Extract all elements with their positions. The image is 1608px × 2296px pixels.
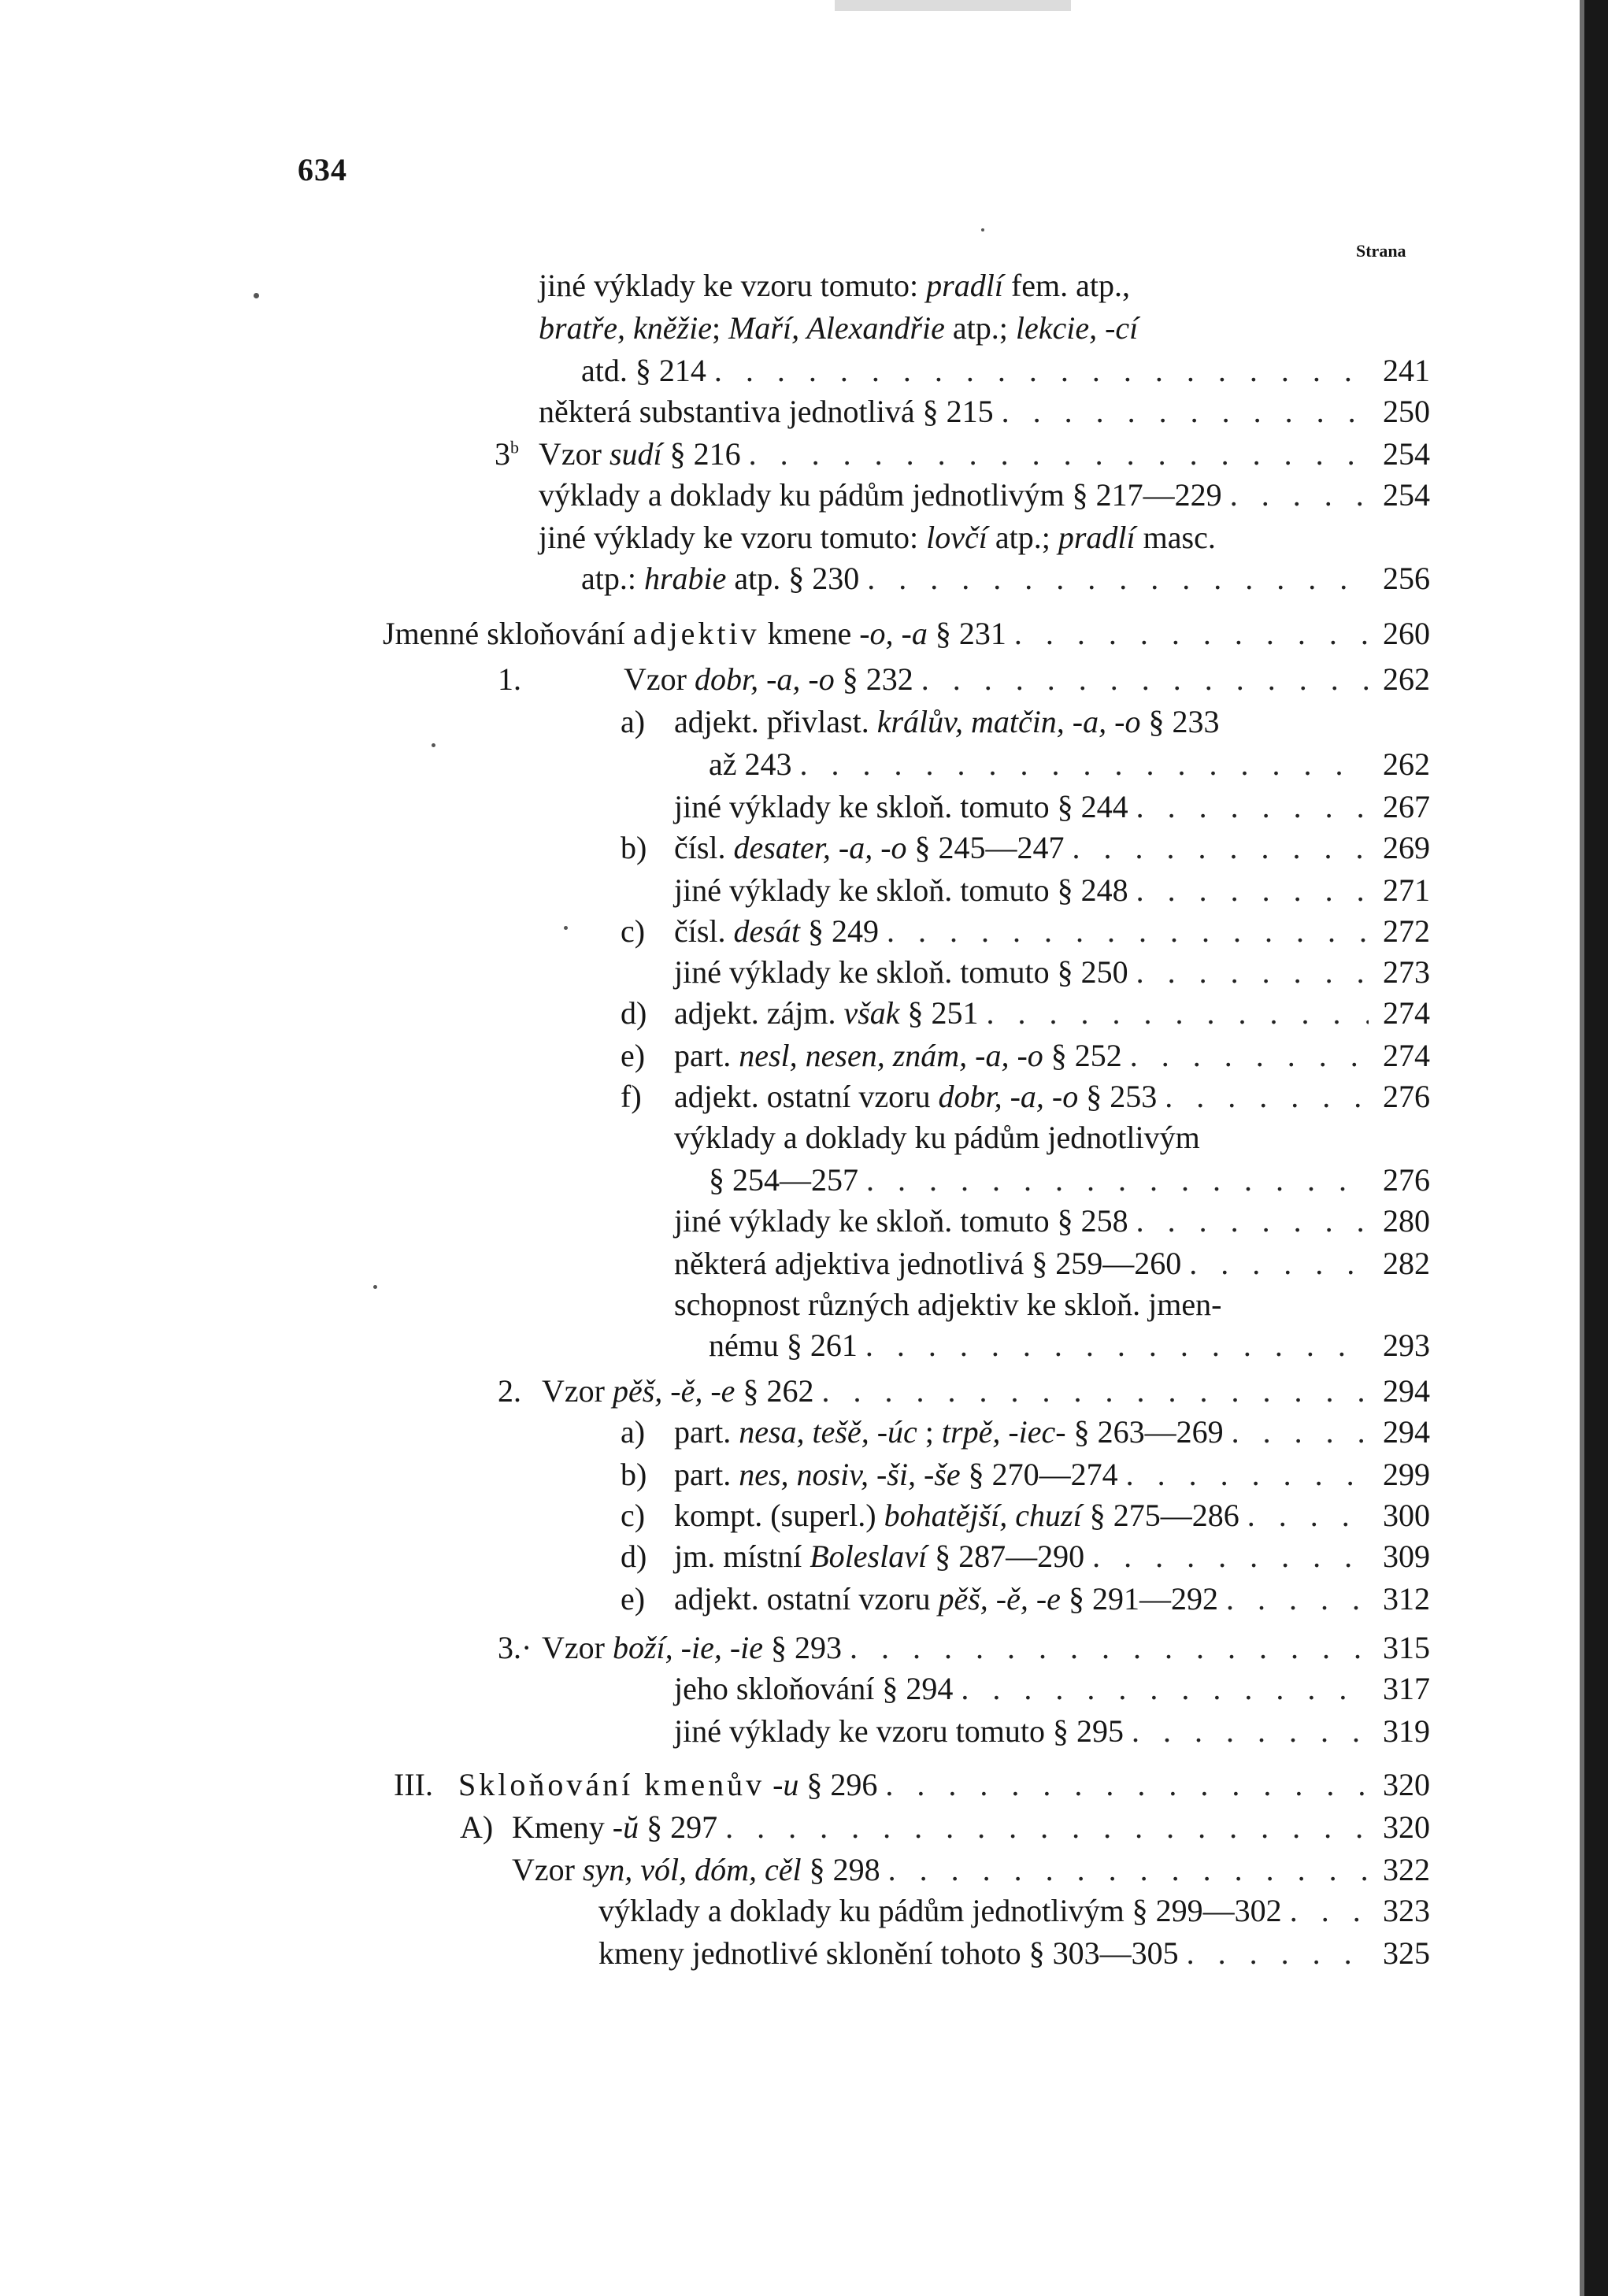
scan-speck: [254, 293, 259, 298]
toc-entry: [581, 557, 1430, 600]
toc-entry-label: b): [621, 830, 647, 865]
toc-entry: [598, 1890, 1430, 1932]
toc-entry-text: bratře, kněžie; Maří, Alexandřie atp.; lekcie, -cí: [539, 310, 1139, 346]
toc-leader-dots: [885, 1764, 1369, 1806]
toc-entry: [674, 951, 1430, 994]
toc-entry: [539, 391, 1430, 433]
toc-leader-dots: [1132, 1710, 1369, 1753]
toc-entry: [539, 265, 1130, 307]
toc-entry-text: part. nesl, nesen, znám, -a, -o § 252: [674, 1038, 1122, 1073]
toc-entry: [709, 743, 1430, 786]
toc-entry-label: e): [621, 1038, 646, 1073]
toc-page-number: 322: [1383, 1852, 1430, 1887]
toc-page-number: 250: [1383, 394, 1430, 429]
toc-page-number: 320: [1383, 1767, 1430, 1802]
toc-entry: [674, 1076, 1430, 1118]
toc-entry: [674, 1283, 1221, 1326]
toc-entry: [674, 827, 1430, 869]
toc-leader-dots: [1014, 613, 1369, 655]
toc-entry: [674, 1411, 1430, 1454]
toc-page-number: 317: [1383, 1671, 1430, 1706]
toc-entry-text: jm. místní Boleslaví § 287—290: [674, 1539, 1085, 1574]
toc-leader-dots: [749, 433, 1369, 476]
toc-entry: [542, 1627, 1430, 1669]
toc-entry-text: výklady a doklady ku pádům jednotlivým § 217—229: [539, 477, 1222, 513]
toc-page-number: 293: [1383, 1328, 1430, 1363]
toc-entry-text: part. nes, nosiv, -ši, -še § 270—274: [674, 1457, 1118, 1492]
scan-speck: [373, 1285, 377, 1289]
toc-entry-label: e): [621, 1581, 646, 1616]
toc-entry: [674, 1494, 1430, 1537]
toc-leader-dots: [1247, 1494, 1369, 1537]
toc-entry: [539, 307, 1138, 350]
toc-page-number: 325: [1383, 1935, 1430, 1971]
toc-entry-text: atp.: hrabie atp. § 230: [581, 561, 860, 596]
toc-entry-text: některá adjektiva jednotlivá § 259—260: [674, 1246, 1182, 1281]
toc-entry-text: Vzor sudí § 216: [539, 436, 741, 472]
toc-page-number: 320: [1383, 1809, 1430, 1845]
toc-entry: [542, 1370, 1430, 1413]
toc-entry-text: výklady a doklady ku pádům jednotlivým § 299—302: [598, 1893, 1282, 1928]
toc-leader-dots: [987, 992, 1369, 1035]
toc-entry-text: některá substantiva jednotlivá § 215: [539, 394, 994, 429]
toc-page-number: 312: [1383, 1581, 1430, 1616]
toc-page-number: 294: [1383, 1414, 1430, 1450]
toc-entry: [709, 1324, 1430, 1367]
toc-leader-dots: [1189, 1242, 1369, 1285]
toc-page-number: 267: [1383, 789, 1430, 824]
toc-leader-dots: [1226, 1578, 1369, 1620]
scan-speck: [432, 743, 435, 747]
toc-leader-dots: [1073, 827, 1369, 869]
toc-page-number: 241: [1383, 353, 1430, 388]
toc-leader-dots: [1230, 474, 1369, 517]
toc-entry-text: Kmeny -ŭ § 297: [512, 1809, 718, 1845]
scan-speck: [981, 228, 984, 231]
toc-leader-dots: [921, 658, 1369, 701]
toc-entry-text: Vzor boží, -ie, -ie § 293: [542, 1630, 843, 1665]
toc-leader-dots: [800, 743, 1369, 786]
toc-leader-dots: [961, 1668, 1369, 1710]
toc-entry-text: jeho skloňování § 294: [674, 1671, 954, 1706]
toc-page-number: 319: [1383, 1713, 1430, 1749]
toc-entry-text: adjekt. ostatní vzoru pěš, -ě, -e § 291—292: [674, 1581, 1218, 1616]
toc-entry: [539, 474, 1430, 517]
toc-entry-text: schopnost různých adjektiv ke skloň. jmen-: [674, 1287, 1222, 1322]
toc-entry: [674, 1668, 1430, 1710]
toc-entry: [674, 1454, 1430, 1496]
toc-entry: [674, 1117, 1200, 1159]
toc-page-number: 254: [1383, 436, 1430, 472]
toc-page-number: 260: [1383, 616, 1430, 651]
toc-page-number: 274: [1383, 995, 1430, 1031]
toc-entry: [674, 786, 1430, 828]
toc-entry: [674, 1035, 1430, 1077]
toc-page-number: 276: [1383, 1162, 1430, 1198]
toc-page-number: 315: [1383, 1630, 1430, 1665]
toc-entry: [581, 350, 1430, 392]
toc-entry-label: d): [621, 995, 647, 1031]
toc-entry-text: jiné výklady ke skloň. tomuto § 244: [674, 789, 1128, 824]
toc-leader-dots: [1092, 1535, 1369, 1578]
toc-page-number: 309: [1383, 1539, 1430, 1574]
toc-leader-dots: [1290, 1890, 1369, 1932]
toc-page-number: 272: [1383, 913, 1430, 949]
toc-entry: [539, 433, 1430, 476]
toc-leader-dots: [1232, 1411, 1369, 1454]
toc-entry: [512, 1806, 1430, 1849]
toc-entry-text: Vzor dobr, -a, -o § 232: [624, 661, 913, 697]
toc-page-number: 262: [1383, 746, 1430, 782]
toc-entry-text: atd. § 214: [581, 353, 706, 388]
toc-leader-dots: [888, 1849, 1369, 1891]
toc-page-number: 300: [1383, 1498, 1430, 1533]
toc-entry-text: part. nesa, tešě, -úc ; trpě, -iec- § 263—269: [674, 1414, 1224, 1450]
toc-page-number: 280: [1383, 1203, 1430, 1239]
toc-page-number: 273: [1383, 954, 1430, 990]
toc-leader-dots: [1136, 869, 1369, 912]
toc-entry: [512, 1849, 1430, 1891]
toc-entry: [458, 1764, 1430, 1806]
scan-speck: [564, 926, 568, 930]
toc-leader-dots: [865, 1324, 1369, 1367]
toc-entry: [624, 658, 1430, 701]
toc-page-number: 282: [1383, 1246, 1430, 1281]
toc-leader-dots: [1165, 1076, 1369, 1118]
toc-leader-dots: [1002, 391, 1369, 433]
toc-entry-text: jiné výklady ke vzoru tomuto § 295: [674, 1713, 1124, 1749]
toc-page-number: 262: [1383, 661, 1430, 697]
toc-entry: [539, 517, 1216, 559]
toc-leader-dots: [850, 1627, 1369, 1669]
toc-entry: [674, 1242, 1430, 1285]
toc-leader-dots: [1136, 1200, 1369, 1242]
toc-page-number: 271: [1383, 872, 1430, 908]
toc-leader-dots: [1136, 786, 1369, 828]
toc-entry-text: Vzor syn, vól, dóm, cěl § 298: [512, 1852, 880, 1887]
toc-entry-label: III.: [394, 1767, 433, 1802]
toc-page-number: 299: [1383, 1457, 1430, 1492]
toc-leader-dots: [1130, 1035, 1369, 1077]
toc-entry-text: výklady a doklady ku pádům jednotlivým: [674, 1120, 1200, 1155]
toc-entry: [674, 1710, 1430, 1753]
toc-entry-text: až 243: [709, 746, 792, 782]
toc-entry: [674, 910, 1430, 953]
toc-entry-label: a): [621, 704, 646, 739]
toc-entry-label: 1.: [498, 661, 521, 697]
toc-page-number: 276: [1383, 1079, 1430, 1114]
toc-page-number: 256: [1383, 561, 1430, 596]
toc-entry-text: jiné výklady ke vzoru tomuto: lovčí atp.; pradlí masc.: [539, 520, 1216, 555]
toc-entry: [674, 1578, 1430, 1620]
toc-entry-label: a): [621, 1414, 646, 1450]
toc-entry-text: kompt. (superl.) bohatější, chuzí § 275—286: [674, 1498, 1239, 1533]
toc-entry-text: kmeny jednotlivé sklonění tohoto § 303—305: [598, 1935, 1179, 1971]
toc-entry: [709, 1159, 1430, 1202]
toc-leader-dots: [1126, 1454, 1369, 1496]
scan-top-smudge: [835, 0, 1071, 11]
toc-leader-dots: [1187, 1932, 1369, 1975]
toc-entry-text: jiné výklady ke skloň. tomuto § 258: [674, 1203, 1128, 1239]
toc-leader-dots: [1136, 951, 1369, 994]
scan-right-edge: [1584, 0, 1608, 2296]
toc-leader-dots: [887, 910, 1369, 953]
toc-entry-text: jiné výklady ke skloň. tomuto § 248: [674, 872, 1128, 908]
toc-entry-text: § 254—257: [709, 1162, 858, 1198]
toc-entry: [598, 1932, 1430, 1975]
toc-entry-label: 2.: [498, 1373, 521, 1409]
toc-page-number: 274: [1383, 1038, 1430, 1073]
toc-entry: [674, 869, 1430, 912]
toc-entry-text: nému § 261: [709, 1328, 858, 1363]
toc-page-number: 254: [1383, 477, 1430, 513]
toc-leader-dots: [714, 350, 1369, 392]
toc-entry: [674, 1200, 1430, 1242]
toc-entry: [383, 613, 1430, 655]
toc-entry-label: c): [621, 913, 646, 949]
toc-entry-text: jiné výklady ke vzoru tomuto: pradlí fem. atp.,: [539, 268, 1130, 303]
toc-leader-dots: [867, 557, 1369, 600]
toc-entry: [674, 701, 1219, 743]
toc-page-number: 323: [1383, 1893, 1430, 1928]
toc-entry: [674, 1535, 1430, 1578]
toc-entry-label: d): [621, 1539, 647, 1574]
toc-entry-text: Skloňování kmenův -u § 296: [458, 1767, 878, 1802]
toc-entry-text: čísl. desát § 249: [674, 913, 879, 949]
toc-entry-label: c): [621, 1498, 646, 1533]
toc-entry-text: adjekt. přivlast. králův, matčin, -a, -o § 233: [674, 704, 1220, 739]
toc-entry-label: 3.·: [498, 1630, 532, 1665]
page-column-header: Strana: [1356, 241, 1406, 261]
toc-page-number: 294: [1383, 1373, 1430, 1409]
toc-entry-text: Vzor pěš, -ě, -e § 262: [542, 1373, 814, 1409]
toc-entry-label: 3$^b$: [495, 436, 519, 472]
toc-entry-text: čísl. desater, -a, -o § 245—247: [674, 830, 1065, 865]
toc-entry: [674, 992, 1430, 1035]
toc-leader-dots: [866, 1159, 1369, 1202]
toc-entry-label: b): [621, 1457, 647, 1492]
page-number: 634: [298, 152, 347, 187]
toc-leader-dots: [725, 1806, 1369, 1849]
toc-page-number: 269: [1383, 830, 1430, 865]
toc-leader-dots: [821, 1370, 1369, 1413]
toc-entry-text: Jmenné skloňování adjektiv kmene -o, -a § 231: [383, 616, 1006, 651]
toc-entry-text: adjekt. zájm. však § 251: [674, 995, 979, 1031]
toc-entry-label: f): [621, 1079, 642, 1114]
toc-entry-text: adjekt. ostatní vzoru dobr, -a, -o § 253: [674, 1079, 1158, 1114]
toc-entry-label: A): [460, 1809, 494, 1845]
toc-entry-text: jiné výklady ke skloň. tomuto § 250: [674, 954, 1128, 990]
